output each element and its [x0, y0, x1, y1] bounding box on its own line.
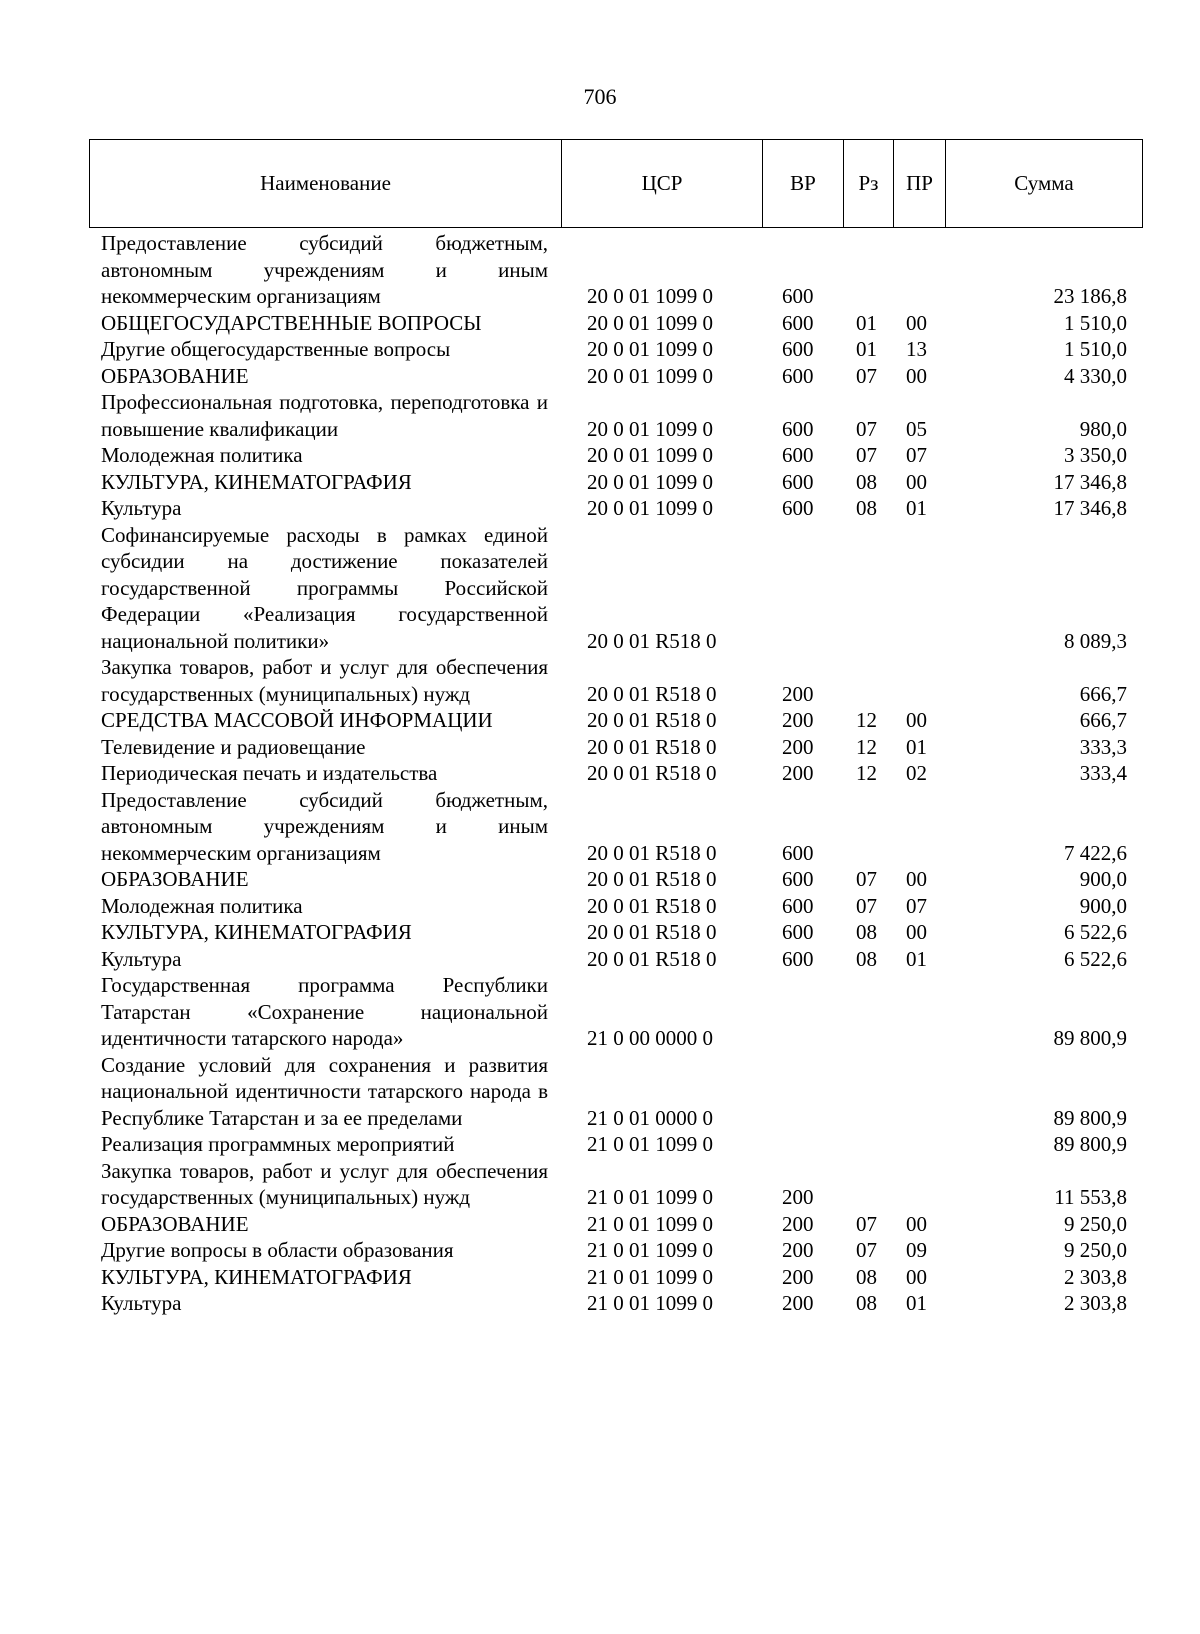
row-name: Создание условий для сохранения и развития национальной идентичности татарского народа в Республике Татарстан и за ее пределами — [101, 1052, 548, 1130]
row-vr: 600 — [782, 469, 814, 494]
row-rz: 07 — [856, 363, 877, 388]
row-sum: 900,0 — [1079, 867, 1127, 891]
row-sum: 2 303,8 — [1064, 1264, 1127, 1289]
row-vr: 600 — [782, 893, 814, 918]
row-pr: 00 — [906, 1264, 927, 1289]
table-row — [0, 1237, 1200, 1264]
row-rz: 12 — [856, 734, 877, 759]
row-rz: 07 — [856, 443, 877, 467]
table-row — [0, 787, 1200, 867]
header-rz: Рз — [844, 140, 894, 227]
row-name: Предоставление субсидий бюджетным, автономным учреждениям и иным некоммерческим организациям — [101, 787, 548, 865]
table-row — [0, 760, 1200, 787]
row-name: Софинансируемые расходы в рамках единой субсидии на достижение показателей государственной программы Российской Федерации «Реализация государственной национальной политики» — [101, 522, 548, 653]
row-name: КУЛЬТУРА, КИНЕМАТОГРАФИЯ — [101, 469, 412, 494]
row-csr: 20 0 01 1099 0 — [587, 416, 713, 441]
row-sum: 6 522,6 — [1064, 920, 1127, 944]
table-body — [0, 230, 1200, 1317]
row-pr: 01 — [906, 734, 927, 759]
table-row — [0, 1264, 1200, 1291]
row-sum: 23 186,8 — [1053, 284, 1127, 308]
header-vr: ВР — [763, 140, 844, 227]
table-row — [0, 363, 1200, 390]
row-vr: 200 — [782, 734, 814, 759]
table-row — [0, 707, 1200, 734]
table-row — [0, 654, 1200, 707]
row-csr: 20 0 01 R518 0 — [587, 946, 717, 971]
row-name: ОБРАЗОВАНИЕ — [101, 363, 249, 388]
row-rz: 08 — [856, 946, 877, 971]
row-sum: 4 330,0 — [1064, 363, 1127, 388]
row-sum: 17 346,8 — [1053, 469, 1127, 494]
table-row — [0, 522, 1200, 655]
row-pr: 01 — [906, 496, 927, 520]
page-number: 706 — [583, 84, 617, 109]
row-csr: 21 0 01 1099 0 — [587, 1185, 713, 1209]
row-name: Государственная программа Республики Татарстан «Сохранение национальной идентичности татарского народа» — [101, 973, 548, 1050]
row-rz: 07 — [856, 867, 877, 891]
row-vr: 200 — [782, 1185, 814, 1209]
row-csr: 20 0 01 1099 0 — [587, 496, 713, 520]
row-name: Другие вопросы в области образования — [101, 1238, 454, 1262]
row-rz: 12 — [856, 761, 877, 785]
row-pr: 00 — [906, 363, 927, 388]
row-pr: 00 — [906, 469, 927, 494]
row-name: ОБРАЗОВАНИЕ — [101, 1211, 249, 1236]
table-header — [89, 139, 1143, 228]
row-csr: 20 0 01 R518 0 — [587, 920, 717, 944]
table-row — [0, 1211, 1200, 1238]
row-vr: 200 — [782, 1211, 814, 1236]
row-pr: 00 — [906, 1211, 927, 1236]
row-sum: 666,7 — [1079, 681, 1127, 706]
row-sum: 9 250,0 — [1064, 1238, 1127, 1262]
row-name: Профессиональная подготовка, переподготовка и повышение квалификации — [101, 390, 548, 441]
table-row — [0, 1290, 1200, 1317]
row-sum: 333,4 — [1079, 761, 1127, 785]
table-row — [0, 310, 1200, 337]
row-vr: 600 — [782, 310, 814, 335]
row-sum: 666,7 — [1079, 708, 1127, 732]
row-csr: 20 0 01 1099 0 — [587, 469, 713, 494]
row-rz: 08 — [856, 920, 877, 944]
row-csr: 20 0 01 1099 0 — [587, 310, 713, 335]
table-row — [0, 1052, 1200, 1132]
row-vr: 600 — [782, 920, 814, 944]
row-csr: 20 0 01 R518 0 — [587, 734, 717, 759]
row-sum: 89 800,9 — [1053, 1132, 1127, 1156]
row-name: Молодежная политика — [101, 893, 303, 918]
row-pr: 00 — [906, 920, 927, 944]
table-row — [0, 230, 1200, 310]
row-pr: 00 — [906, 310, 927, 335]
row-rz: 07 — [856, 1211, 877, 1236]
table-row — [0, 469, 1200, 496]
row-csr: 20 0 01 1099 0 — [587, 284, 713, 308]
table-row — [0, 946, 1200, 973]
row-sum: 8 089,3 — [1064, 628, 1127, 653]
row-vr: 600 — [782, 496, 814, 520]
row-name: Культура — [101, 946, 182, 971]
row-csr: 21 0 01 1099 0 — [587, 1238, 713, 1262]
row-vr: 600 — [782, 416, 814, 441]
row-rz: 01 — [856, 337, 877, 361]
row-csr: 20 0 01 1099 0 — [587, 363, 713, 388]
row-sum: 6 522,6 — [1064, 946, 1127, 971]
row-csr: 20 0 01 R518 0 — [587, 628, 717, 653]
row-rz: 07 — [856, 1238, 877, 1262]
row-sum: 1 510,0 — [1064, 310, 1127, 335]
row-sum: 11 553,8 — [1054, 1185, 1127, 1209]
row-vr: 600 — [782, 946, 814, 971]
row-csr: 21 0 01 1099 0 — [587, 1291, 713, 1315]
row-pr: 07 — [906, 893, 927, 918]
row-sum: 17 346,8 — [1053, 496, 1127, 520]
row-csr: 20 0 01 R518 0 — [587, 840, 717, 865]
row-pr: 00 — [906, 867, 927, 891]
row-pr: 05 — [906, 416, 927, 441]
row-name: Культура — [101, 496, 182, 520]
header-name: Наименование — [90, 140, 562, 227]
row-pr: 02 — [906, 761, 927, 785]
row-vr: 200 — [782, 1238, 814, 1262]
row-pr: 01 — [906, 1291, 927, 1315]
row-name: Культура — [101, 1291, 182, 1315]
row-csr: 21 0 01 1099 0 — [587, 1132, 713, 1156]
row-sum: 89 800,9 — [1053, 1105, 1127, 1130]
row-vr: 600 — [782, 337, 814, 361]
row-pr: 13 — [906, 337, 927, 361]
table-row — [0, 893, 1200, 920]
row-sum: 9 250,0 — [1064, 1211, 1127, 1236]
row-pr: 01 — [906, 946, 927, 971]
table-row — [0, 1158, 1200, 1211]
row-sum: 7 422,6 — [1064, 840, 1127, 865]
row-pr: 09 — [906, 1238, 927, 1262]
row-rz: 08 — [856, 496, 877, 520]
row-vr: 600 — [782, 867, 814, 891]
row-sum: 333,3 — [1079, 734, 1127, 759]
table-row — [0, 919, 1200, 946]
row-vr: 200 — [782, 1291, 814, 1315]
row-sum: 900,0 — [1079, 893, 1127, 918]
row-vr: 200 — [782, 1264, 814, 1289]
table-row — [0, 972, 1200, 1052]
row-rz: 01 — [856, 310, 877, 335]
row-name: КУЛЬТУРА, КИНЕМАТОГРАФИЯ — [101, 1264, 412, 1289]
row-sum: 89 800,9 — [1053, 1026, 1127, 1050]
row-sum: 1 510,0 — [1064, 337, 1127, 361]
table-row — [0, 389, 1200, 442]
row-vr: 600 — [782, 363, 814, 388]
row-name: Реализация программных мероприятий — [101, 1132, 455, 1156]
row-name: Телевидение и радиовещание — [101, 734, 366, 759]
row-csr: 20 0 01 R518 0 — [587, 867, 717, 891]
row-rz: 07 — [856, 893, 877, 918]
row-csr: 21 0 01 1099 0 — [587, 1264, 713, 1289]
table-row — [0, 734, 1200, 761]
row-pr: 00 — [906, 708, 927, 732]
row-csr: 20 0 01 R518 0 — [587, 761, 717, 785]
row-rz: 12 — [856, 708, 877, 732]
header-pr: ПР — [894, 140, 946, 227]
row-csr: 20 0 01 1099 0 — [587, 443, 713, 467]
row-sum: 2 303,8 — [1064, 1291, 1127, 1315]
row-rz: 08 — [856, 469, 877, 494]
row-csr: 21 0 00 0000 0 — [587, 1026, 713, 1050]
row-vr: 200 — [782, 708, 814, 732]
row-vr: 600 — [782, 443, 814, 467]
row-name: ОБЩЕГОСУДАРСТВЕННЫЕ ВОПРОСЫ — [101, 310, 482, 335]
header-sum: Сумма — [1014, 171, 1074, 195]
row-name: Молодежная политика — [101, 443, 303, 467]
row-name: Закупка товаров, работ и услуг для обеспечения государственных (муниципальных) нужд — [101, 655, 548, 706]
table-row — [0, 866, 1200, 893]
table-row — [0, 1131, 1200, 1158]
row-vr: 600 — [782, 840, 814, 865]
table-row — [0, 495, 1200, 522]
row-csr: 21 0 01 1099 0 — [587, 1211, 713, 1236]
table-row — [0, 336, 1200, 363]
row-name: Другие общегосударственные вопросы — [101, 337, 451, 361]
table-row — [0, 442, 1200, 469]
row-vr: 200 — [782, 761, 814, 785]
row-sum: 980,0 — [1079, 416, 1127, 441]
row-vr: 600 — [782, 284, 814, 308]
row-csr: 20 0 01 1099 0 — [587, 337, 713, 361]
row-csr: 20 0 01 R518 0 — [587, 893, 717, 918]
row-pr: 07 — [906, 443, 927, 467]
row-vr: 200 — [782, 681, 814, 706]
row-name: Закупка товаров, работ и услуг для обеспечения государственных (муниципальных) нужд — [101, 1158, 548, 1209]
row-name: Предоставление субсидий бюджетным, автономным учреждениям и иным некоммерческим организациям — [101, 231, 548, 308]
row-csr: 20 0 01 R518 0 — [587, 681, 717, 706]
row-name: Периодическая печать и издательства — [101, 761, 438, 785]
row-name: КУЛЬТУРА, КИНЕМАТОГРАФИЯ — [101, 920, 412, 944]
row-csr: 21 0 01 0000 0 — [587, 1105, 713, 1130]
row-csr: 20 0 01 R518 0 — [587, 708, 717, 732]
row-rz: 07 — [856, 416, 877, 441]
row-sum: 3 350,0 — [1064, 443, 1127, 467]
header-csr: ЦСР — [562, 140, 763, 227]
row-name: СРЕДСТВА МАССОВОЙ ИНФОРМАЦИИ — [101, 708, 493, 732]
row-name: ОБРАЗОВАНИЕ — [101, 867, 249, 891]
row-rz: 08 — [856, 1264, 877, 1289]
row-rz: 08 — [856, 1291, 877, 1315]
